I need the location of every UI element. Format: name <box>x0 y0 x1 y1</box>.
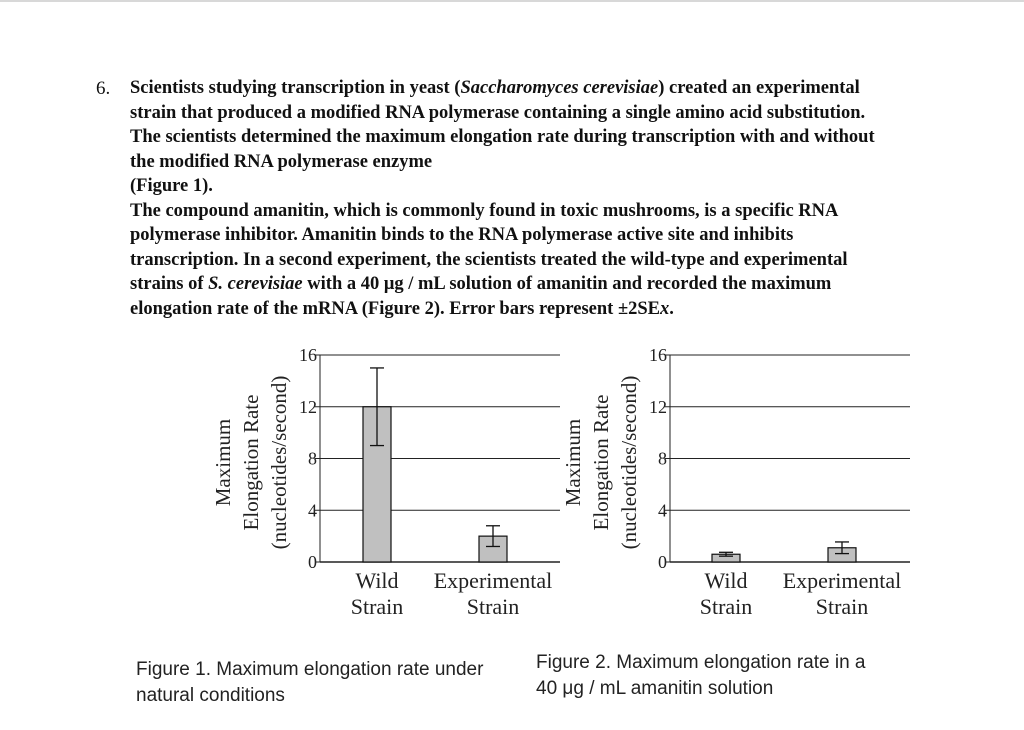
fig1-category-label: Strain <box>350 594 404 619</box>
fig2-y-tick-label: 8 <box>658 448 667 469</box>
fig2-y-axis-label: (nucleotides/second) <box>617 375 641 550</box>
text-run: strain that produced a modified RNA polymerase containing a single amino acid substitution. <box>130 102 866 123</box>
figure-1-caption-line-1: Figure 1. Maximum elongation rate under <box>136 659 484 680</box>
fig1-y-tick-label: 8 <box>308 448 317 469</box>
figure-2-caption <box>536 650 916 702</box>
fig1-y-tick-label: 4 <box>308 500 317 521</box>
fig2-category-label: Experimental <box>782 568 902 593</box>
italic-text: S. cerevisiae <box>208 274 303 294</box>
text-run: transcription. In a second experiment, the scientists treated the wild-type and experimental <box>130 249 848 270</box>
figure-2-caption-line-2: 40 μg / mL amanitin solution <box>536 678 774 699</box>
fig1-category-label: Wild <box>355 568 399 593</box>
fig2-category-label: Strain <box>815 594 869 619</box>
text-run: ) created an experimental <box>658 78 860 98</box>
fig2-y-tick-label: 12 <box>649 396 667 417</box>
fig2-y-axis-label: Maximum <box>561 418 585 507</box>
fig2-y-axis-label: Elongation Rate <box>589 394 613 531</box>
figure-1-caption <box>136 657 516 709</box>
fig2-y-tick-label: 4 <box>658 500 667 521</box>
text-run: elongation rate of the mRNA (Figure 2). Error bars represent ±2SE <box>130 298 660 319</box>
text-run: with a 40 μg / mL solution of amanitin and recorded the maximum <box>302 274 832 294</box>
fig2-category-label: Strain <box>699 594 753 619</box>
fig2-y-tick-label: 0 <box>658 552 667 572</box>
text-run: . <box>669 298 674 319</box>
fig1-y-axis-label: Elongation Rate <box>239 394 263 531</box>
text-run: Scientists studying transcription in yeast ( <box>130 78 461 98</box>
figure-1-caption-line-2: natural conditions <box>136 685 285 706</box>
text-run: polymerase inhibitor. Amanitin binds to the RNA polymerase active site and inhibits <box>130 225 794 245</box>
fig1-y-tick-label: 0 <box>308 552 317 572</box>
italic-text: Saccharomyces cerevisiae <box>460 78 659 98</box>
fig1-y-tick-label: 16 <box>299 345 317 365</box>
fig1-category-label: Strain <box>466 594 520 619</box>
question-number: 6. <box>96 78 111 99</box>
text-run: (Figure 1). <box>130 176 213 196</box>
fig2-y-tick-label: 16 <box>649 345 667 365</box>
text-run: The scientists determined the maximum elongation rate during transcription with and without <box>130 127 875 147</box>
text-run: strains of <box>130 274 209 294</box>
text-run: The compound amanitin, which is commonly found in toxic mushrooms, is a specific RNA <box>130 200 839 221</box>
fig1-category-label: Experimental <box>433 568 553 593</box>
fig1-y-axis-label: (nucleotides/second) <box>267 375 291 550</box>
italic-text: x <box>659 298 670 319</box>
figure-2-caption-line-1: Figure 2. Maximum elongation rate in a <box>536 652 866 673</box>
text-run: the modified RNA polymerase enzyme <box>130 151 433 172</box>
fig1-y-tick-label: 12 <box>299 396 317 417</box>
fig2-category-label: Wild <box>704 568 748 593</box>
fig1-y-axis-label: Maximum <box>211 418 235 507</box>
